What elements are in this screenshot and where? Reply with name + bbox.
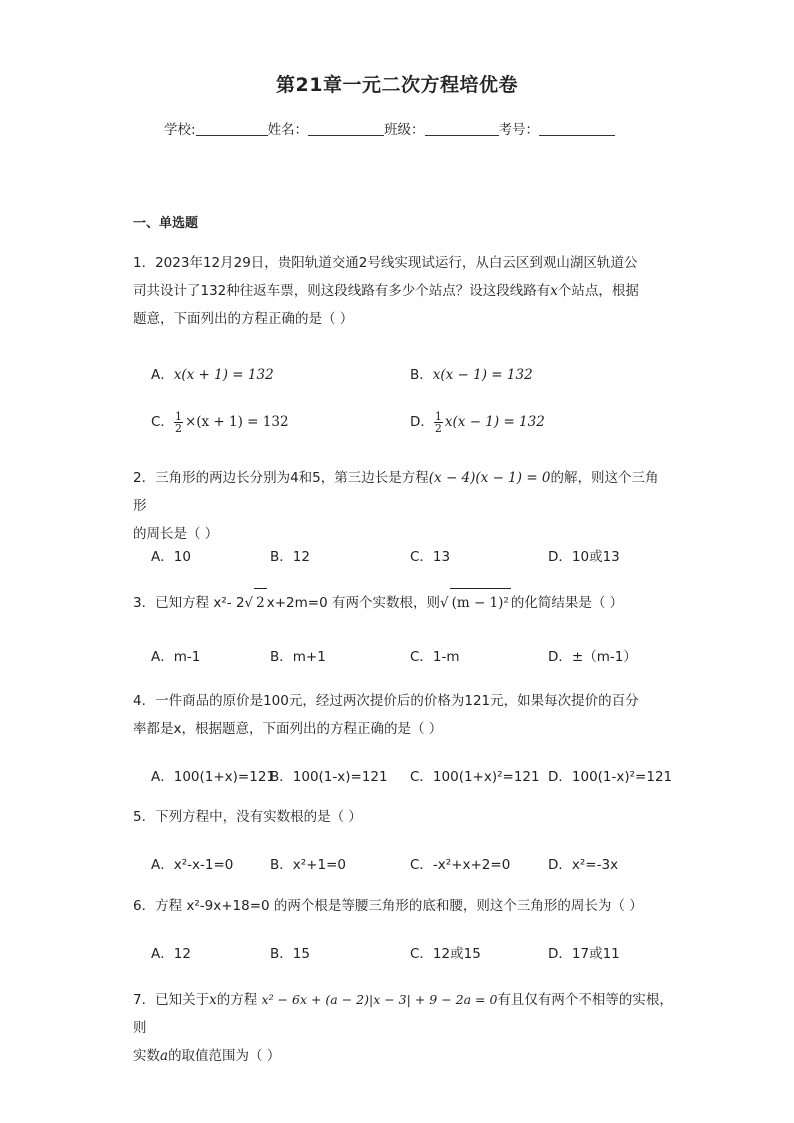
class-blank[interactable] <box>425 121 499 136</box>
q1-option-c[interactable] <box>151 410 289 434</box>
q6-option-b[interactable]: B．15 <box>270 946 310 962</box>
q1-option-d-text: x(x − 1) = 132 <box>444 414 545 430</box>
question-7 <box>133 986 673 1070</box>
question-5 <box>133 803 663 831</box>
name-blank[interactable] <box>308 121 384 136</box>
question-1 <box>133 249 663 333</box>
question-1-line-3: 题意，下面列出的方程正确的是（ ） <box>133 311 354 327</box>
question-6-line-1: 6．方程 x²-9x+18=0 的两个根是等腰三角形的底和腰，则这个三角形的周长为（ ） <box>133 898 643 914</box>
question-2-line-1 <box>133 464 663 520</box>
q4-option-c[interactable]: C．100(1+x)²=121 <box>410 769 540 785</box>
question-1-line-2b: 个站点，根据 <box>557 283 639 299</box>
question-7-line-1 <box>133 986 673 1042</box>
q2-option-d[interactable]: D．10或13 <box>548 549 620 565</box>
school-blank[interactable] <box>196 121 268 136</box>
q6-option-c[interactable]: C．12或15 <box>410 946 481 962</box>
q1-option-a-text: x(x + 1) = 132 <box>173 367 274 383</box>
class-label: 班级： <box>384 122 425 138</box>
q1-c-numerator: 1 <box>174 409 182 423</box>
question-7-equation: x² − 6x + (a − 2)|x − 3| + 9 − 2a = 0 <box>261 992 498 1007</box>
q5-option-b[interactable]: B．x²+1=0 <box>270 857 346 873</box>
q5-option-d[interactable]: D．x²=-3x <box>548 857 619 873</box>
q4-option-b[interactable]: B．100(1-x)=121 <box>270 769 388 785</box>
question-5-line-1: 5．下列方程中，没有实数根的是（ ） <box>133 809 362 825</box>
question-4-line-1: 4．一件商品的原价是100元，经过两次提价后的价格为121元，如果每次提价的百分 <box>133 693 639 709</box>
question-1-line-1: 1．2023年12月29日，贵阳轨道交通2号线实现试运行，从白云区到观山湖区轨道公 <box>133 255 638 271</box>
question-2 <box>133 464 663 548</box>
q3-option-b[interactable]: B．m+1 <box>270 649 326 665</box>
question-7-line-2b: 的取值范围为（ ） <box>168 1048 281 1064</box>
q3-option-d[interactable]: D．±（m-1） <box>548 649 637 665</box>
question-2-line-1b: 的解，则这个三角形 <box>133 470 659 514</box>
q1-option-d-label: D． <box>410 414 434 430</box>
q6-option-a[interactable]: A．12 <box>151 946 191 962</box>
q5-option-c[interactable]: C．-x²+x+2=0 <box>410 857 511 873</box>
q1-d-denominator: 2 <box>434 421 442 435</box>
q4-option-a[interactable]: A．100(1+x)=121 <box>151 769 276 785</box>
question-7-line-1b: 的方程 <box>216 992 258 1008</box>
question-3 <box>133 588 663 617</box>
question-7-var-a: a <box>160 1048 169 1064</box>
q5-option-a[interactable]: A．x²-x-1=0 <box>151 857 234 873</box>
question-7-line-1c: 有且仅有两个不相等的实根，则 <box>133 992 673 1036</box>
question-7-line-2a: 实数 <box>133 1048 160 1064</box>
question-3-line-1a: 3．已知方程 x²- 2 <box>133 595 245 611</box>
q1-option-b-label: B． <box>410 367 433 383</box>
q3-option-a[interactable]: A．m-1 <box>151 649 201 665</box>
q1-option-a-label: A． <box>151 367 174 383</box>
student-info-row <box>164 118 615 138</box>
question-2-equation: (x − 4)(x − 1) = 0 <box>428 470 551 486</box>
q6-option-d[interactable]: D．17或11 <box>548 946 620 962</box>
q1-option-c-fraction <box>174 411 183 434</box>
question-1-line-2 <box>133 277 663 305</box>
question-1-var: x <box>550 283 558 299</box>
question-2-line-2: 的周长是（ ） <box>133 526 219 542</box>
q1-c-denominator: 2 <box>174 421 182 435</box>
question-3-line-1b: x+2m=0 有两个实数根，则 <box>266 595 440 611</box>
sqrt-sign-icon: √ <box>244 595 254 611</box>
question-7-var-x: x <box>209 992 217 1008</box>
q1-option-d[interactable] <box>410 410 545 434</box>
question-3-line-1 <box>133 588 663 617</box>
q1-d-numerator: 1 <box>434 409 442 423</box>
section-title: 一、单选题 <box>133 216 199 231</box>
question-4 <box>133 687 663 743</box>
q3-option-c[interactable]: C．1-m <box>410 649 460 665</box>
q1-option-a[interactable] <box>151 363 274 383</box>
name-label: 姓名： <box>267 122 309 138</box>
q1-option-d-fraction <box>434 411 443 434</box>
sqrt-sign-icon: √ <box>439 595 449 611</box>
question-2-line-1a: 2．三角形的两边长分别为4和5，第三边长是方程 <box>133 470 429 486</box>
q1-option-b-text: x(x − 1) = 132 <box>432 367 533 383</box>
exam-no-blank[interactable] <box>539 121 615 136</box>
q4-option-d[interactable]: D．100(1-x)²=121 <box>548 769 673 785</box>
question-1-line-2a: 司共设计了132种往返车票，则这段线路有多少个站点？设这段线路有 <box>133 283 551 299</box>
question-3-line-1c: 的化简结果是（ ） <box>510 595 624 611</box>
q1-option-b[interactable] <box>410 363 533 383</box>
page-title: 第21章一元二次方程培优卷 <box>276 74 518 96</box>
question-3-radicand-2: (m − 1)² <box>450 588 511 617</box>
question-4-line-2: 率都是x，根据题意，下面列出的方程正确的是（ ） <box>133 721 443 737</box>
q2-option-a[interactable]: A．10 <box>151 549 191 565</box>
question-7-line-1a: 7．已知关于 <box>133 992 210 1008</box>
question-3-radicand-1: 2 <box>254 588 267 617</box>
q2-option-c[interactable]: C．13 <box>410 549 451 565</box>
school-label: 学校: <box>164 122 196 138</box>
question-7-line-2 <box>133 1042 673 1070</box>
q1-option-c-text: ×(x + 1) = 132 <box>184 414 289 430</box>
exam-no-label: 考号： <box>498 122 540 138</box>
q1-option-c-label: C． <box>151 414 174 430</box>
q2-option-b[interactable]: B．12 <box>270 549 310 565</box>
question-6 <box>133 892 673 920</box>
